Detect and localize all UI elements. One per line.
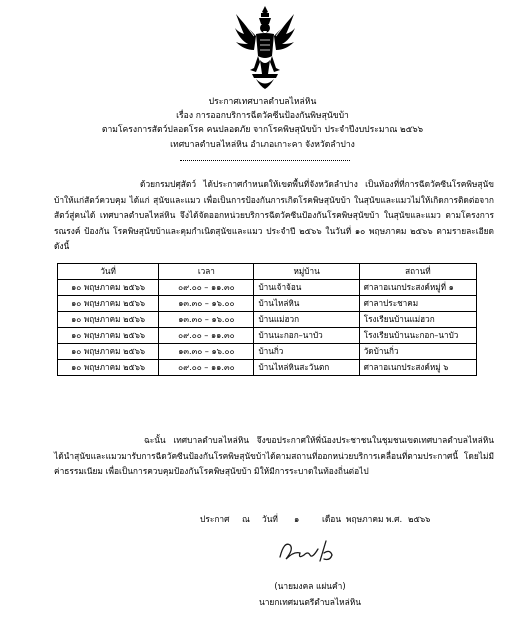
cell-village: บ้านนะกอก–นาบัว bbox=[254, 328, 359, 344]
announce-label: ประกาศ bbox=[200, 514, 230, 524]
table-row bbox=[58, 280, 477, 296]
closing-paragraph: ฉะนั้น เทศบาลตำบลไหล่หิน จึงขอประกาศให้พี่น้องประชาชนในชุมชนเขตเทศบาลตำบลไหล่หิน ได้นำสุนัขและแมวมารับการฉีดวัคซีนป้องกันโรคพิษสุนัขบ้าได้ตามสถานที่ออกหน่วยบริการเคลื่อนที่ตามประกาศนี้ โดยไม่มีค่าธรรมเนียม เพื่อเป็นการควบคุมป้องกันโรคพิษสุนัขบ้า มิให้มีการระบาดในท้องถิ่นต่อไป bbox=[54, 435, 494, 476]
cell-date: ๑๐ พฤษภาคม ๒๕๖๖ bbox=[58, 344, 159, 360]
announce-year-label: พ.ศ. bbox=[386, 514, 403, 524]
cell-location: วัดบ้านกิ่ว bbox=[359, 344, 476, 360]
table-row bbox=[58, 296, 477, 312]
cell-date: ๑๐ พฤษภาคม ๒๕๖๖ bbox=[58, 280, 159, 296]
cell-time: ๐๙.๐๐ – ๑๑.๓๐ bbox=[159, 328, 254, 344]
cell-village: บ้านไหล่หิน bbox=[254, 296, 359, 312]
table-header-row bbox=[58, 264, 477, 280]
announce-month-label: เดือน bbox=[322, 514, 342, 524]
cell-location: ศาลาประชาคม bbox=[359, 296, 476, 312]
handwritten-signature bbox=[274, 535, 340, 569]
cell-date: ๑๐ พฤษภาคม ๒๕๖๖ bbox=[58, 360, 159, 376]
dotted-divider bbox=[180, 160, 350, 161]
table-row bbox=[58, 360, 477, 376]
cell-village: บ้านไหล่หินสะวันตก bbox=[254, 360, 359, 376]
subject-line: เรื่อง การออกบริการฉีดวัคซีนป้องกันพิษสุนัขบ้า bbox=[176, 111, 349, 121]
cell-time: ๐๙.๐๐ – ๑๑.๓๐ bbox=[159, 280, 254, 296]
cell-time: ๑๓.๓๐ – ๑๖.๐๐ bbox=[159, 296, 254, 312]
cell-location: ศาลาอเนกประสงค์หมู่ที่ ๑ bbox=[359, 280, 476, 296]
cell-date: ๑๐ พฤษภาคม ๒๕๖๖ bbox=[58, 296, 159, 312]
announce-year: ๒๕๖๖ bbox=[408, 514, 431, 524]
table-row bbox=[58, 328, 477, 344]
cell-date: ๑๐ พฤษภาคม ๒๕๖๖ bbox=[58, 312, 159, 328]
column-header-location: สถานที่ bbox=[359, 264, 476, 280]
cell-time: ๐๙.๐๐ – ๑๑.๓๐ bbox=[159, 360, 254, 376]
column-header-date: วันที่ bbox=[58, 264, 159, 280]
cell-time: ๑๓.๓๐ – ๑๖.๐๐ bbox=[159, 312, 254, 328]
cell-location: ศาลาอเนกประสงค์หมู่ ๖ bbox=[359, 360, 476, 376]
table-row bbox=[58, 312, 477, 328]
municipality-line: เทศบาลตำบลไหล่หิน อำเภอเกาะคา จังหวัดลำปาง bbox=[170, 140, 355, 150]
announce-day: ๑ bbox=[294, 514, 300, 524]
cell-date: ๑๐ พฤษภาคม ๒๕๖๖ bbox=[58, 328, 159, 344]
column-header-village: หมู่บ้าน bbox=[254, 264, 359, 280]
column-header-time: เวลา bbox=[159, 264, 254, 280]
announce-at: ณ bbox=[242, 514, 250, 524]
project-line: ตามโครงการสัตว์ปลอดโรค คนปลอดภัย จากโรคพิษสุนัขบ้า ประจำปีงบประมาณ ๒๕๖๖ bbox=[101, 125, 424, 135]
cell-village: บ้านเจ้าจ้อน bbox=[254, 280, 359, 296]
garuda-emblem-icon bbox=[234, 4, 296, 90]
announcement-title: ประกาศเทศบาลตำบลไหล่หิน bbox=[208, 97, 317, 107]
cell-location: โรงเรียนบ้านแม่ฮวก bbox=[359, 312, 476, 328]
cell-village: บ้านแม่ฮวก bbox=[254, 312, 359, 328]
announce-day-label: วันที่ bbox=[262, 514, 278, 524]
table-row bbox=[58, 344, 477, 360]
announce-month: พฤษภาคม bbox=[346, 514, 384, 524]
cell-location: โรงเรียนบ้านนะกอก–นาบัว bbox=[359, 328, 476, 344]
intro-paragraph: ด้วยกรมปศุสัตว์ ได้ประกาศกำหนดให้เขตพื้นที่จังหวัดลำปาง เป็นท้องที่ที่การฉีดวัคซีนโรคพิษสุนัขบ้าให้แก่สัตว์ควบคุม ได้แก่ สุนัขและแมว เพื่อเป็นการป้องกันการเกิดโรคพิษสุนัขบ้า ในสุนัขและแมวไม่ให้เกิดการติดต่อจากสัตว์สู่คนได้ เทศบาลตำบลไหล่หิน จึงได้จัดออกหน่วยบริการฉีดวัคซีนป้องกันโรคพิษสุนัขบ้า ในสุนัขและแมว ตามโครงการรณรงค์ ป้องกัน โรคพิษสุนัขบ้าและคุมกำเนิดสุนัขและแมว ประจำปี ๒๕๖๖ ในวันที่ ๑๐ พฤษภาคม ๒๕๖๖ ตามรายละเอียดดังนี้ bbox=[54, 179, 494, 251]
cell-village: บ้านกิ่ว bbox=[254, 344, 359, 360]
signer-name: (นายมงคล แผ่นคำ) bbox=[274, 581, 346, 591]
signer-title: นายกเทศมนตรีตำบลไหล่หิน bbox=[259, 597, 361, 607]
schedule-table bbox=[57, 263, 477, 376]
cell-time: ๑๓.๓๐ – ๑๖.๐๐ bbox=[159, 344, 254, 360]
